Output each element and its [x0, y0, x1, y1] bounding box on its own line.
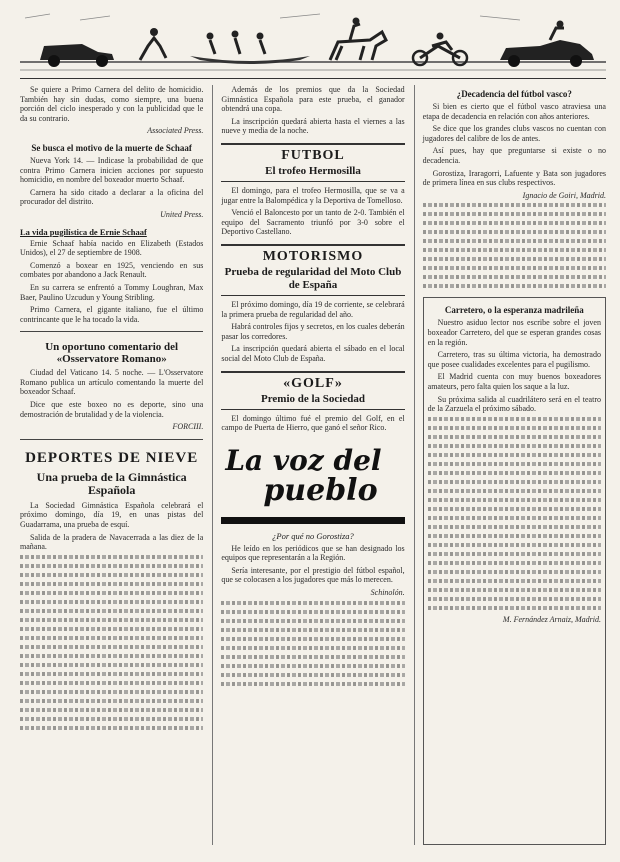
sports-scene-icon [20, 10, 606, 78]
carretero-paragraph-1: Nuestro asiduo lector nos escribe sobre el joven boxeador Carretero, del que se esperan grandes cosas en la región. [427, 318, 601, 347]
subheadline-gymnastics-test: Una prueba de la Gimnástica Española [36, 469, 187, 497]
logo-line-2: pueblo [263, 472, 378, 508]
la-voz-del-pueblo-logo [221, 442, 404, 524]
headline-schaaf-death: Se busca el motivo de la muerte de Schaaf [31, 142, 192, 153]
gorostiza-signature: Schinolón. [370, 588, 405, 598]
headline-snow-sports: DEPORTES DE NIEVE [25, 449, 199, 466]
text-continuation-lines [221, 601, 404, 845]
headline-decadencia-futbol-vasco: ¿Decadencia del fútbol vasco? [456, 89, 572, 99]
decadencia-paragraph-2: Se dice que los grandes clubs vascos no cuentan con jugadores del calibre de los de antes. [422, 124, 606, 143]
text-continuation-lines [20, 555, 203, 845]
moto-paragraph-1: El próximo domingo, día 19 de corriente, se celebrará la primera prueba de regularidad del año. [221, 299, 405, 319]
headline-osservatore: Un oportuno comentario del «Osservatore Romano» [45, 341, 179, 366]
schaaf-paragraph-2: Carnera ha sido citado a declarar a la oficina del procurador del distrito. [20, 187, 204, 207]
carretero-paragraph-3: El Madrid cuenta con muy buenos boxeadores amateurs, pero falta quien los saque a la luz. [427, 372, 601, 391]
headline-golf: «GOLF» [283, 375, 343, 391]
subheadline-moto-club: Prueba de regularidad del Moto Club de España [224, 265, 402, 291]
futbol-section [221, 143, 404, 182]
column-2 [212, 85, 404, 845]
subheadline-trofeo-hermosilla: El trofeo Hermosilla [265, 164, 361, 177]
career-paragraph-2: Comenzó a boxear en 1925, venciendo en sus combates por abandono a Jack Renault. [20, 260, 204, 280]
headline-futbol: FUTBOL [281, 147, 345, 163]
moto-paragraph-2: Habrá controles fijos y secretos, en los cuales deberán pasar los corredores. [221, 322, 405, 341]
snow-paragraph-1: La Sociedad Gimnástica Española celebrará el próximo domingo, día 19, en unas pistas del Guadarrama, una prueba de esquí. [20, 500, 204, 530]
schaaf-signature: United Press. [160, 209, 204, 219]
intro-signature: Associated Press. [147, 126, 204, 136]
futbol-paragraph-2: Venció el Baloncesto por un tanto de 2-0. También el equipo del Sacramento triunfó por 3-0 sobre el Deportivo Castellano. [221, 208, 405, 237]
divider [20, 331, 203, 332]
sports-banner-illustration [20, 10, 606, 79]
moto-paragraph-3: La inscripción quedará abierta el sábado en el local social del Moto Club de España. [221, 344, 405, 363]
intro-paragraph: Se quiere a Primo Carnera del delito de homicidio. También hay sin dudas, como siempre, una buena porción del ciclo inesperado y con la publicidad que le da su contrario. [20, 85, 204, 123]
osservatore-signature: FORCIII. [172, 422, 204, 432]
subheadline-premio-sociedad: Premio de la Sociedad [261, 392, 365, 405]
osservatore-paragraph-1: Ciudad del Vaticano 14. 5 noche. — L'Osservatore Romano publica un artículo comentando la muerte del boxeador Schaaf. [20, 368, 204, 397]
subheadline-gorostiza: ¿Por qué no Gorostiza? [272, 530, 354, 541]
newspaper-page [0, 10, 620, 862]
career-paragraph-3: En su carrera se enfrentó a Tommy Loughran, Max Baer, Paulino Uzcudun y Young Stribling. [20, 282, 204, 302]
golf-paragraph-1: El domingo último fué el premio del Golf, en el campo de Puerta de Hierro, que ganó el señor Rico. [221, 413, 405, 433]
headline-motorismo: MOTORISMO [262, 248, 364, 264]
decadencia-paragraph-4: Gorostiza, Iraragorri, Lafuente y Bata son jugadores de primera línea en sus clubs respectivos. [422, 168, 606, 188]
divider [20, 439, 203, 440]
logo-line-1: La voz del [225, 443, 382, 477]
snow-paragraph-2: Salida de la pradera de Navacerrada a las diez de la mañana. [20, 532, 204, 552]
gorostiza-paragraph-2: Sería interesante, por el prestigio del fútbol español, que se colocasen a los jugadores que más lo merecen. [221, 565, 405, 585]
gorostiza-paragraph-1: He leído en los periódicos que se han designado los equipos que representarán a la Región. [221, 543, 405, 563]
career-paragraph-1: Ernie Schaaf había nacido en Elizabeth (Estados Unidos), el 27 de septiembre de 1908. [20, 238, 204, 258]
prize-paragraph-2: La inscripción quedará abierta hasta el viernes a las nueve y media de la noche. [221, 116, 405, 136]
headline-schaaf-career: La vida pugilística de Ernie Schaaf [20, 226, 147, 237]
carretero-paragraph-4: Su próxima salida al cuadrilátero será en el teatro de la Zarzuela el próximo sábado. [427, 394, 601, 414]
schaaf-paragraph-1: Nueva York 14. — Indicase la probabilidad de que contra Primo Carnera inicien acciones por supuesto homicidio, en nombre del boxeador muerto Schaaf. [20, 155, 204, 185]
text-continuation-lines [428, 417, 601, 610]
decadencia-paragraph-1: Si bien es cierto que el fútbol vasco atraviesa una etapa de decadencia en relación con años anteriores. [422, 102, 606, 121]
decadencia-paragraph-3: Así pues, hay que preguntarse si existe o no decadencia. [422, 146, 606, 165]
decadencia-signature: Ignacio de Goiri, Madrid. [522, 190, 606, 200]
column-1 [20, 85, 203, 845]
carretero-boxed-article [423, 297, 606, 845]
logo-underline-bar [221, 517, 404, 524]
column-3 [414, 85, 606, 845]
text-continuation-lines [423, 203, 606, 293]
motorismo-section [221, 244, 404, 296]
carretero-signature: M. Fernández Arnaiz, Madrid. [502, 614, 601, 624]
headline-carretero: Carretero, o la esperanza madrileña [444, 305, 584, 316]
prize-paragraph-1: Además de los premios que da la Sociedad Gimnástica Española para este prueba, el ganador obtendrá una copa. [221, 85, 405, 114]
osservatore-paragraph-2: Dice que este boxeo no es deporte, sino una demostración de brutalidad y de la violencia. [20, 400, 204, 419]
career-paragraph-4: Primo Carnera, el gigante italiano, fue el último contrincante que le ha tocado la vida. [20, 305, 204, 324]
golf-section [221, 371, 404, 410]
carretero-paragraph-2: Carretero, tras su última victoria, ha demostrado que posee cualidades excelentes para el pugilismo. [427, 350, 601, 369]
futbol-paragraph-1: El domingo, para el trofeo Hermosilla, que se va a jugar entre la Balompédica y la Deportiva de Tomelloso. [221, 185, 405, 205]
